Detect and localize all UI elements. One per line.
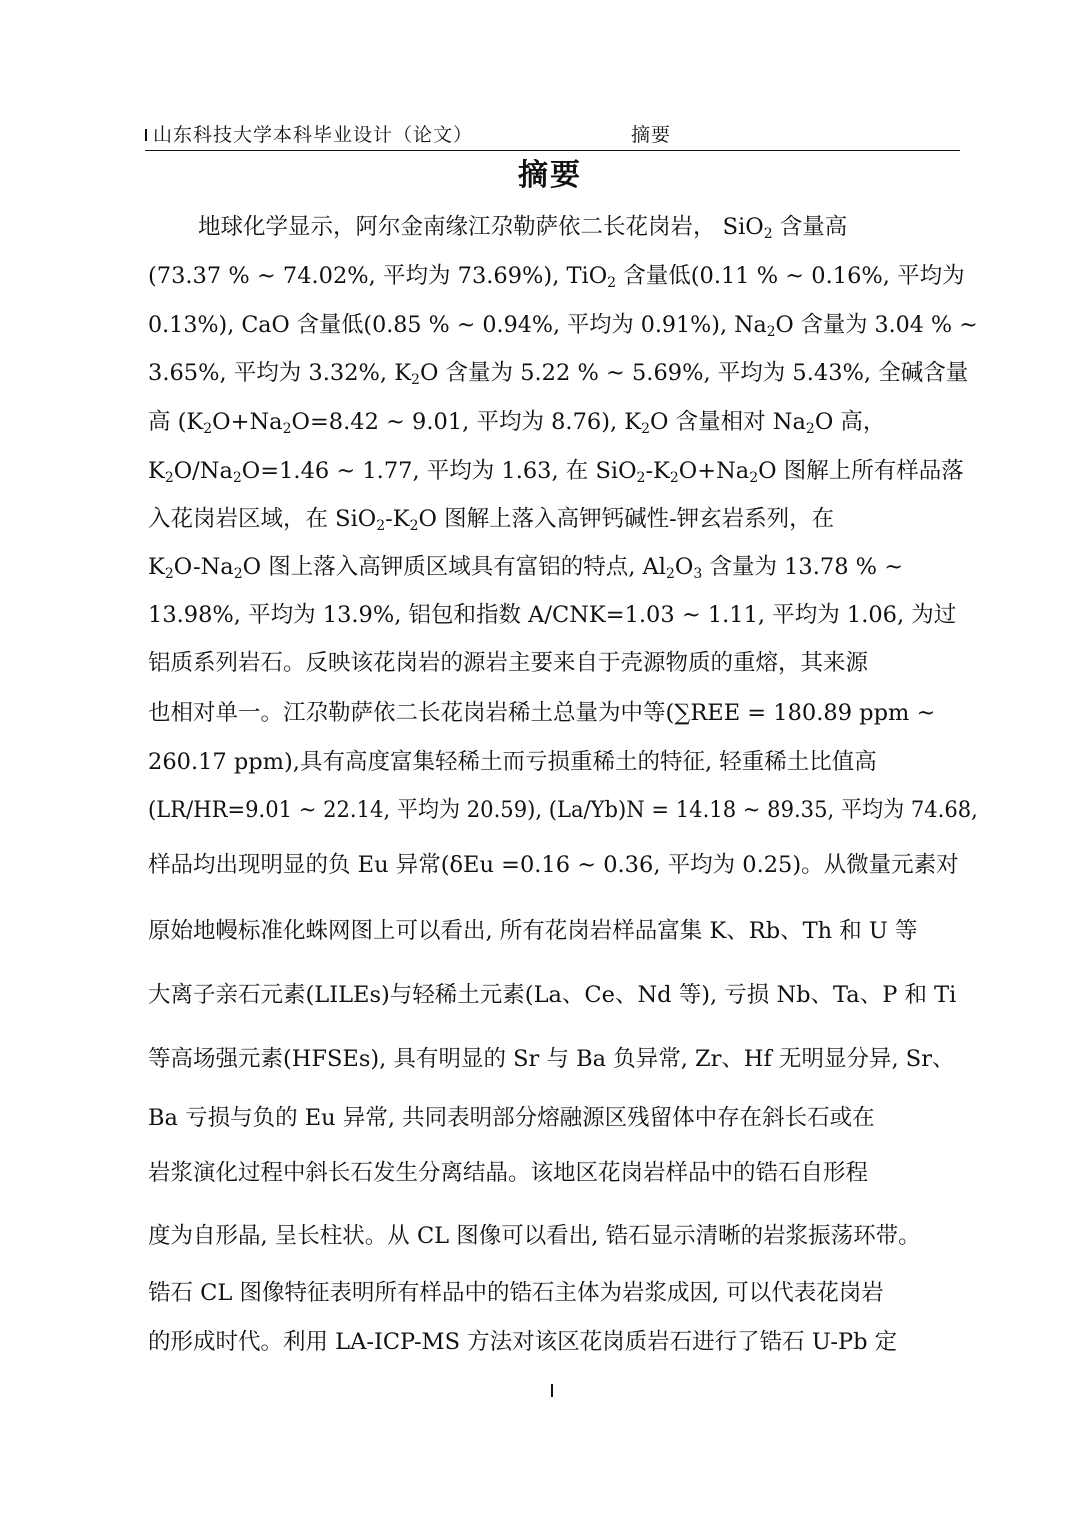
body-line: 高 ($K_2O+Na_2O=8.42$ ~ 9.01, 平均为 8.76), $K_2O$ 含量相对 $Na_2O$ 高， xyxy=(148,409,886,437)
body-line: 原始地幔标准化蛛网图上可以看出, 所有花岗岩样品富集 K、Rb、Th 和 U 等 xyxy=(148,918,918,944)
body-line: $K_2O-Na_2O$ 图上落入高钾质区域具有富铝的特点, $Al_2O_3$ 含量为 13.78 % ~ xyxy=(148,554,904,582)
body-line: 锆石 CL 图像特征表明所有样品中的锆石主体为岩浆成因, 可以代表花岗岩 xyxy=(148,1280,884,1306)
header-mark xyxy=(145,129,147,141)
body-line: 地球化学显示，阿尔金南缘江尕勒萨依二长花岗岩， SiO$_2$ 含量高 xyxy=(198,214,848,242)
body-line: $K_2O/Na_2O=1.46$ ~ 1.77, 平均为 1.63, 在 $SiO_2-K_2O+Na_2O$ 图解上所有样品落 xyxy=(148,458,964,486)
body-line: 0.13%), CaO 含量低(0.85 % ~ 0.94%, 平均为 0.91%), $Na_2O$ 含量为 3.04 % ~ xyxy=(148,312,978,340)
header-school: 山东科技大学本科毕业设计（论文） xyxy=(153,124,474,146)
body-line: 260.17 ppm),具有高度富集轻稀土而亏损重稀土的特征, 轻重稀土比值高 xyxy=(148,749,877,775)
body-line: 13.98%, 平均为 13.9%, 铝包和指数 A/CNK=1.03 ~ 1.11, 平均为 1.06, 为过 xyxy=(148,602,957,628)
body-line: 入花岗岩区域，在 $SiO_2-K_2O$ 图解上落入高钾钙碱性-钾玄岩系列，在 xyxy=(148,506,835,534)
page-header xyxy=(145,118,960,151)
body-line: 岩浆演化过程中斜长石发生分离结晶。该地区花岗岩样品中的锆石自形程 xyxy=(148,1160,869,1186)
body-line: 也相对单一。江尕勒萨依二长花岗岩稀土总量为中等(∑REE = 180.89 ppm ~ xyxy=(148,700,936,726)
body-line: 等高场强元素(HFSEs), 具有明显的 Sr 与 Ba 负异常, Zr、Hf 无明显分异, Sr、 xyxy=(148,1046,955,1072)
body-line: 大离子亲石元素(LILEs)与轻稀土元素(La、Ce、Nd 等), 亏损 Nb、Ta、P 和 Ti xyxy=(148,982,957,1008)
body-line: 度为自形晶, 呈长柱状。从 CL 图像可以看出, 锆石显示清晰的岩浆振荡环带。 xyxy=(148,1223,921,1249)
body-line: 铝质系列岩石。反映该花岗岩的源岩主要来自于壳源物质的重熔，其来源 xyxy=(148,650,869,676)
body-line: Ba 亏损与负的 Eu 异常, 共同表明部分熔融源区残留体中存在斜长石或在 xyxy=(148,1105,875,1131)
body-line: 样品均出现明显的负 Eu 异常(δEu =0.16 ~ 0.36, 平均为 0.25)。从微量元素对 xyxy=(148,852,959,878)
header-section: 摘要 xyxy=(631,124,672,146)
body-line: (73.37 % ~ 74.02%, 平均为 73.69%), TiO$_2$ 含量低(0.11 % ~ 0.16%, 平均为 xyxy=(148,263,965,291)
body-line: 的形成时代。利用 LA-ICP-MS 方法对该区花岗质岩石进行了锆石 U-Pb 定 xyxy=(148,1329,898,1355)
body-line: 3.65%, 平均为 3.32%, $K_2O$ 含量为 5.22 % ~ 5.69%, 平均为 5.43%, 全碱含量 xyxy=(148,360,969,388)
page-title: 摘要 xyxy=(518,158,582,193)
page-number-mark xyxy=(551,1384,553,1397)
body-line: (LR/HR=9.01 ~ 22.14, 平均为 20.59), (La/Yb)N = 14.18 ~ 89.35, 平均为 74.68, xyxy=(148,797,978,823)
